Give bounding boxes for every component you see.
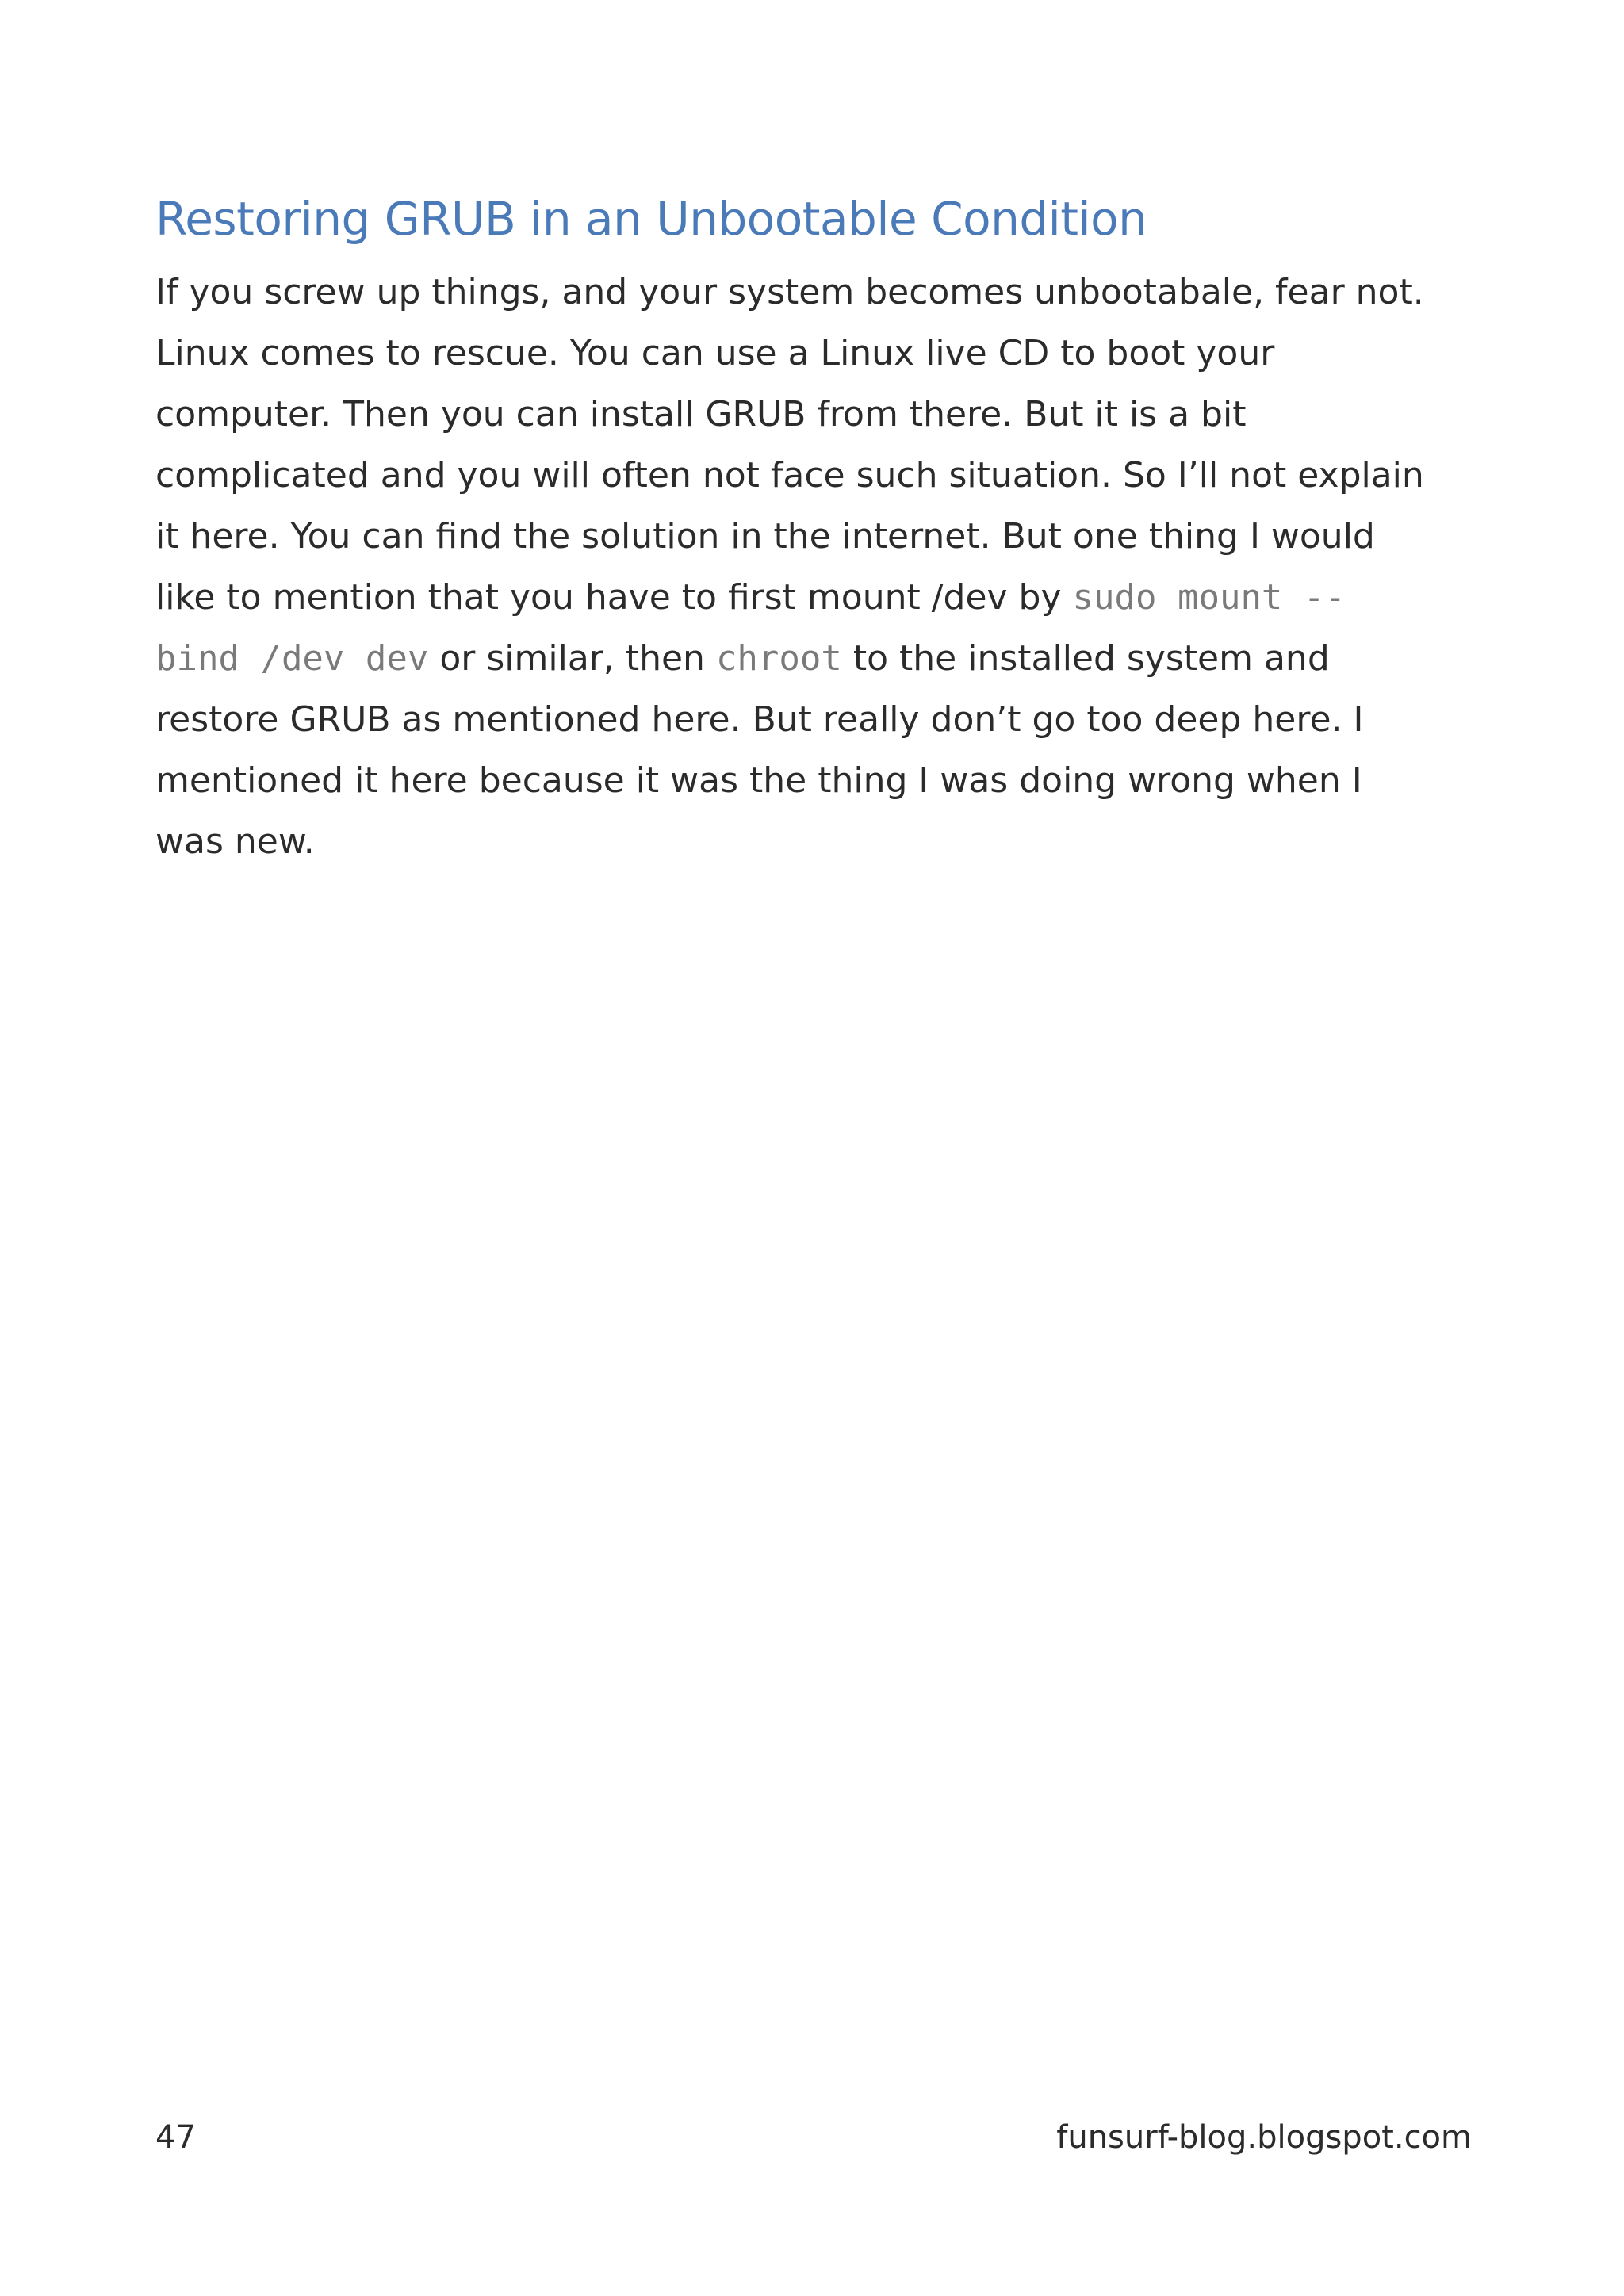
page-number: 47 xyxy=(155,2119,196,2156)
inline-code: bind /dev dev xyxy=(155,638,429,679)
paragraph-line xyxy=(155,628,1503,689)
paragraph-line: Linux comes to rescue. You can use a Linux live CD to boot your xyxy=(155,333,1275,373)
paragraph-line: If you screw up things, and your system becomes unbootabale, fear not. xyxy=(155,272,1424,312)
paragraph-line: complicated and you will often not face such situation. So I’ll not explain xyxy=(155,455,1424,496)
paragraph-text: or similar, then xyxy=(428,638,716,679)
paragraph-line xyxy=(155,567,1503,628)
paragraph-text: like to mention that you have to first mount /dev by xyxy=(155,577,1073,618)
paragraph-line: was new. xyxy=(155,821,315,862)
footer-site-url: funsurf-blog.blogspot.com xyxy=(1056,2119,1472,2156)
inline-code-chroot: chroot xyxy=(715,638,842,679)
body-paragraph xyxy=(155,262,1503,872)
paragraph-line: restore GRUB as mentioned here. But really don’t go too deep here. I xyxy=(155,699,1364,740)
paragraph-line: mentioned it here because it was the thing I was doing wrong when I xyxy=(155,760,1362,801)
inline-code: sudo mount -- xyxy=(1072,577,1346,618)
paragraph-text: to the installed system and xyxy=(841,638,1330,679)
paragraph-line: computer. Then you can install GRUB from there. But it is a bit xyxy=(155,394,1247,434)
paragraph-line: it here. You can find the solution in the internet. But one thing I would xyxy=(155,516,1375,557)
section-heading: Restoring GRUB in an Unbootable Condition xyxy=(155,192,1147,246)
